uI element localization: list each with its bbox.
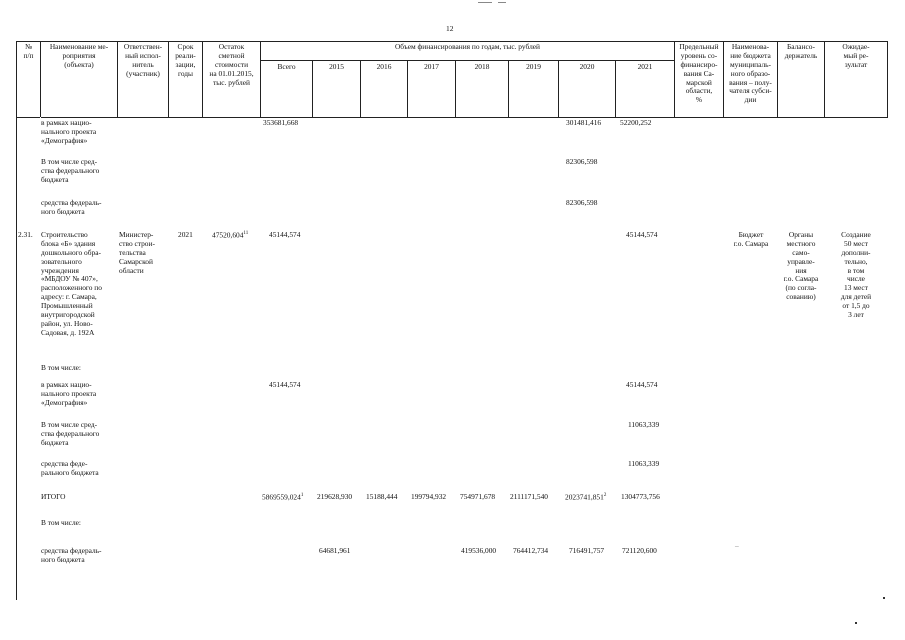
row-2020: 716491,757 xyxy=(569,546,605,555)
header-financing-group: Объем финансирования по годам, тыс. рублей xyxy=(394,42,541,51)
row-2021: 45144,574 xyxy=(626,230,658,239)
footnote-mark: 2 xyxy=(603,493,607,498)
total-2021: 1304773,756 xyxy=(621,492,660,501)
header-name: Наименование ме- роприятия (объекта) xyxy=(49,42,109,69)
row-responsible: Министер- ство строи- тельства Самарской области xyxy=(119,230,155,275)
total-2020-value: 2023741,851 xyxy=(565,492,604,502)
row-name: В том числе сред- ства федерального бюджета xyxy=(41,157,100,184)
row-2021: 45144,574 xyxy=(626,380,658,389)
total-2016: 15188,444 xyxy=(366,492,398,501)
row-remaining-cost xyxy=(212,231,248,240)
header-year-2019: 2019 xyxy=(526,62,541,71)
header-term: Срок реали- зации, годы xyxy=(175,42,196,78)
row-2018: 419536,000 xyxy=(461,546,497,555)
row-name: в рамках нацио- нального проекта «Демография» xyxy=(41,380,97,407)
row-2020: 301481,416 xyxy=(566,118,602,127)
page-number: 12 xyxy=(446,24,454,33)
header-num: № п/п xyxy=(23,42,34,60)
row-total: 45144,574 xyxy=(269,230,301,239)
row-term: 2021 xyxy=(178,230,193,239)
row-2019: 764412,734 xyxy=(513,546,549,555)
header-budget-name: Наименова- ние бюджета муниципаль- ного образо- вания – полу- чателя субси- дии xyxy=(729,42,772,105)
total-2020 xyxy=(565,493,606,502)
row-number: 2.31. xyxy=(18,230,33,239)
row-2016: 64681,961 xyxy=(319,546,351,555)
row-name: средства федераль- ного бюджета xyxy=(41,198,102,216)
scan-mark xyxy=(498,2,506,3)
scan-mark xyxy=(478,2,492,3)
row-2021: 52200,252 xyxy=(620,118,652,127)
row-balance-holder: Органы местного само- управле- ния г.о. Самара (по согла- сованию) xyxy=(783,230,819,302)
row-2020: 82306,598 xyxy=(566,157,598,166)
row-remaining-cost-value: 47520,604 xyxy=(212,230,244,240)
total-label: ИТОГО xyxy=(41,492,66,501)
row-2021: 11063,339 xyxy=(628,420,660,429)
row-2021: 721120,600 xyxy=(622,546,657,555)
footnote-mark: 1 xyxy=(300,493,304,498)
header-expected-result: Ожидае- мый ре- зультат xyxy=(842,42,870,69)
row-expected-result: Создание 50 мест дополни- тельно, в том числе 13 мест для детей от 1,5 до 3 лет xyxy=(840,230,872,319)
row-total: 45144,574 xyxy=(269,380,301,389)
total-2018: 754971,678 xyxy=(460,492,496,501)
header-total: Всего xyxy=(277,62,296,71)
header-year-2018: 2018 xyxy=(474,62,490,71)
total-2019: 2111171,540 xyxy=(510,492,548,501)
header-year-2017: 2017 xyxy=(424,62,439,71)
header-year-2016: 2016 xyxy=(376,62,392,71)
scan-speck xyxy=(855,622,857,624)
total-sum-value: 5869559,024 xyxy=(262,492,301,502)
row-name: В том числе: xyxy=(41,518,81,527)
row-name: в рамках нацио- нального проекта «Демография» xyxy=(41,118,97,145)
row-name: средства федераль- ного бюджета xyxy=(41,546,102,564)
total-2017: 199794,932 xyxy=(411,492,447,501)
total-sum xyxy=(262,493,303,502)
row-2020: 82306,598 xyxy=(566,198,598,207)
scan-speck xyxy=(883,597,885,599)
total-2015: 219628,930 xyxy=(317,492,353,501)
row-2021: 11063,339 xyxy=(628,459,660,468)
row-name: средства феде- рального бюджета xyxy=(41,459,99,477)
header-year-2021: 2021 xyxy=(637,62,653,71)
header-cofinancing: Предельный уровень со- финансиро- вания Са- марской области, % xyxy=(679,42,719,105)
row-budget-name: Бюджет г.о. Самара xyxy=(733,230,769,248)
footnote-mark: 11 xyxy=(243,231,249,236)
row-name: Строительство блока «Б» здания дошкольного обра- зовательного учреждения «МБДОУ № 407», расположенного по адресу: г. Самара, Промышленный внутригородской район, ул. Ново- Садовая, д. 192А xyxy=(41,230,102,337)
row-name: В том числе сред- ства федерального бюджета xyxy=(41,420,100,447)
header-year-2020: 2020 xyxy=(579,62,595,71)
row-total: 353681,668 xyxy=(263,118,299,127)
header-responsible: Ответствен- ный испол- нитель (участник) xyxy=(123,42,163,78)
row-name: В том числе: xyxy=(41,363,81,372)
header-remaining-cost: Остаток сметной стоимости на 01.01.2015, тыс. рублей xyxy=(209,42,254,87)
header-year-2015: 2015 xyxy=(329,62,344,71)
dash-mark: – xyxy=(735,541,739,550)
header-balance-holder: Балансо- держатель xyxy=(784,42,818,60)
